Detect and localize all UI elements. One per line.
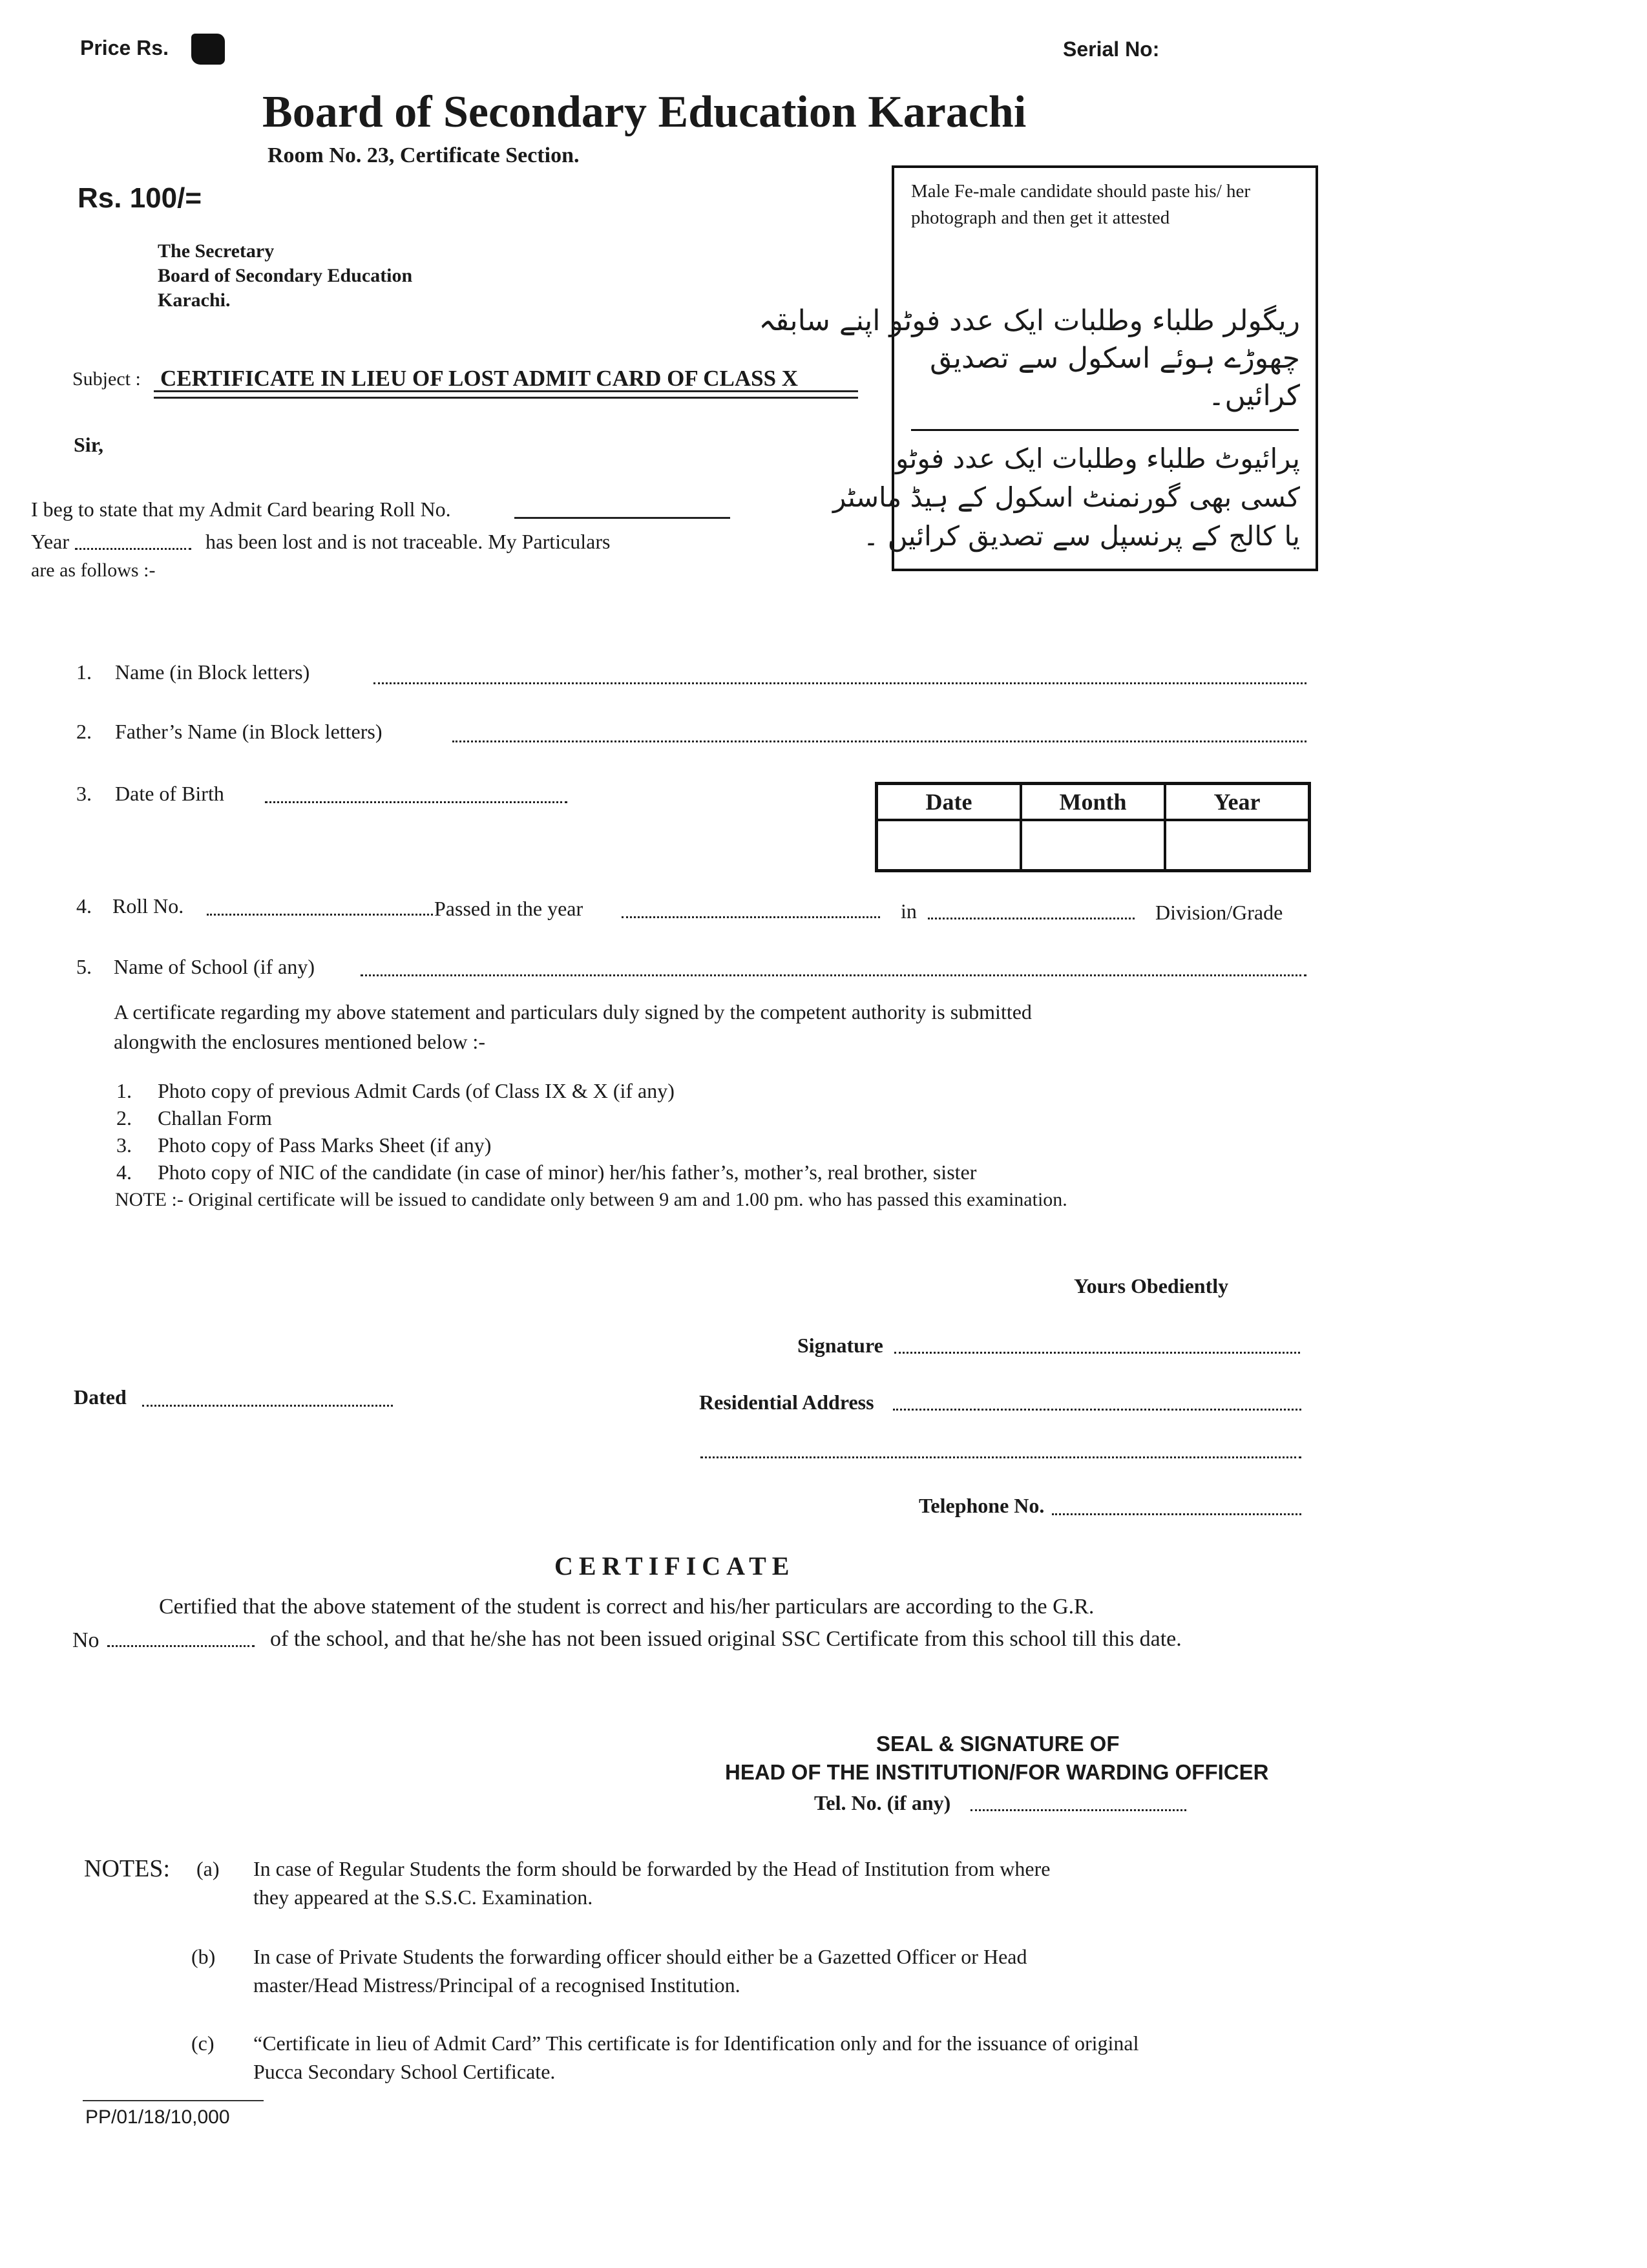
roll-no-label: Roll No. [112, 894, 184, 918]
notes-label: NOTES: [84, 1855, 170, 1882]
enclosure-3-text: Photo copy of Pass Marks Sheet (if any) [158, 1133, 492, 1157]
roll-no-field[interactable] [514, 517, 730, 519]
dated-field[interactable] [142, 1405, 393, 1407]
enclosure-3-number: 3. [116, 1133, 132, 1157]
urdu-regular-note [759, 302, 1300, 415]
note-c-line-2: Pucca Secondary School Certificate. [253, 2060, 556, 2083]
urdu-private-note [832, 439, 1300, 556]
father-name-label: Father’s Name (in Block letters) [115, 720, 383, 743]
name-label: Name (in Block letters) [115, 660, 310, 684]
dob-date-header: Date [877, 784, 1022, 821]
price-redaction-mark [191, 34, 225, 65]
residential-address-label: Residential Address [699, 1391, 874, 1414]
subject-underline-1 [154, 390, 858, 392]
seal-tel-field[interactable] [970, 1809, 1186, 1811]
urdu-private-line-2: کسی بھی گورنمنٹ اسکول کے ہیڈ ماسٹر [832, 481, 1300, 513]
certificate-line-2: of the school, and that he/she has not been issued original SSC Certificate from this school till this date. [270, 1627, 1182, 1651]
telephone-field[interactable] [1052, 1513, 1301, 1515]
urdu-private-line-1: پرائیوٹ طلباء وطلبات ایک عدد فوٹو [896, 443, 1300, 474]
address-line-2: Board of Secondary Education [158, 265, 413, 286]
year-field[interactable] [75, 548, 191, 550]
school-name-field[interactable] [361, 974, 1306, 976]
intro-line-2: has been lost and is not traceable. My Particulars [205, 530, 611, 553]
note-a-mark: (a) [196, 1857, 220, 1880]
enclosure-1-number: 1. [116, 1079, 132, 1102]
father-name-field[interactable] [452, 740, 1306, 742]
page-title: Board of Secondary Education Karachi [262, 87, 1027, 137]
dob-label: Date of Birth [115, 782, 224, 805]
signature-label: Signature [797, 1334, 883, 1357]
dob-month-header: Month [1021, 784, 1165, 821]
note-c-line-1: “Certificate in lieu of Admit Card” This certificate is for Identification only and for the issuance of original [253, 2032, 1139, 2055]
field-2-number: 2. [76, 720, 92, 743]
enclosure-1-text: Photo copy of previous Admit Cards (of Class IX & X (if any) [158, 1079, 675, 1102]
footer-rule [83, 2100, 264, 2101]
certificate-no-label: No [72, 1628, 100, 1652]
name-field[interactable] [373, 682, 1306, 684]
field-4-number: 4. [76, 894, 92, 918]
certificate-gr-no-field[interactable] [107, 1645, 255, 1647]
in-label: in [901, 899, 917, 923]
intro-line-3: are as follows :- [31, 560, 156, 581]
intro-year-label: Year [31, 530, 69, 553]
serial-label: Serial No: [1063, 37, 1160, 61]
collection-note: NOTE :- Original certificate will be issued to candidate only between 9 am and 1.00 pm. who has passed this examination. [115, 1189, 1067, 1210]
seal-line-1: SEAL & SIGNATURE OF [876, 1732, 1120, 1756]
field-1-number: 1. [76, 660, 92, 684]
footer-code: PP/01/18/10,000 [85, 2106, 230, 2128]
telephone-label: Telephone No. [919, 1494, 1045, 1517]
enclosure-2-text: Challan Form [158, 1106, 272, 1129]
certificate-line-1: Certified that the above statement of the student is correct and his/her particulars are according to the G.R. [159, 1595, 1095, 1619]
dated-label: Dated [74, 1385, 127, 1409]
dob-table [875, 782, 1311, 872]
signature-field[interactable] [894, 1352, 1300, 1354]
dob-year-cell[interactable] [1165, 820, 1310, 871]
school-name-label: Name of School (if any) [114, 955, 315, 978]
roll-no-line[interactable] [207, 914, 433, 916]
passed-year-field[interactable] [622, 916, 880, 918]
note-b-line-1: In case of Private Students the forwarding officer should either be a Gazetted Officer or Head [253, 1945, 1027, 1968]
dob-date-cell[interactable] [877, 820, 1022, 871]
yours-obediently: Yours Obediently [1074, 1274, 1229, 1297]
certificate-heading: CERTIFICATE [554, 1551, 795, 1580]
field-3-number: 3. [76, 782, 92, 805]
subject-text: CERTIFICATE IN LIEU OF LOST ADMIT CARD OF CLASS X [160, 366, 799, 391]
dob-year-header: Year [1165, 784, 1310, 821]
price-label: Price Rs. [80, 36, 169, 59]
fee-stamp: Rs. 100/= [78, 182, 202, 214]
division-label: Division/Grade [1155, 901, 1283, 924]
address-field-line-1[interactable] [893, 1409, 1301, 1411]
subject-label: Subject : [72, 368, 141, 390]
field-5-number: 5. [76, 955, 92, 978]
address-line-1: The Secretary [158, 240, 275, 262]
address-field-line-2[interactable] [700, 1456, 1301, 1458]
address-line-3: Karachi. [158, 289, 231, 311]
dob-field[interactable] [265, 801, 567, 803]
photo-box-divider [911, 429, 1299, 431]
division-field[interactable] [928, 918, 1135, 919]
note-a-line-2: they appeared at the S.S.C. Examination. [253, 1885, 593, 1909]
dob-month-cell[interactable] [1021, 820, 1165, 871]
photo-box [759, 165, 1318, 571]
enclosure-2-number: 2. [116, 1106, 132, 1129]
seal-tel-label: Tel. No. (if any) [814, 1791, 951, 1814]
intro-line-1: I beg to state that my Admit Card bearing Roll No. [31, 498, 451, 521]
statement-line-1: A certificate regarding my above statement and particulars duly signed by the competent authority is submitted [114, 1000, 1032, 1024]
enclosure-4-number: 4. [116, 1160, 132, 1184]
urdu-private-line-3: یا کالج کے پرنسپل سے تصدیق کرائیں ۔ [863, 520, 1300, 552]
seal-line-2: HEAD OF THE INSTITUTION/FOR WARDING OFFICER [725, 1760, 1269, 1784]
subject-underline-2 [154, 397, 858, 399]
salutation: Sir, [74, 433, 103, 456]
note-a-line-1: In case of Regular Students the form should be forwarded by the Head of Institution from where [253, 1857, 1051, 1880]
passed-year-label: Passed in the year [434, 897, 583, 920]
note-b-mark: (b) [191, 1945, 216, 1968]
urdu-regular-line-1: ریگولر طلباء وطلبات ایک عدد فوٹو اپنے سابقہ [759, 304, 1300, 337]
note-b-line-2: master/Head Mistress/Principal of a recognised Institution. [253, 1973, 740, 1997]
note-c-mark: (c) [191, 2032, 215, 2055]
urdu-regular-line-2: چھوڑے ہوئے اسکول سے تصدیق [930, 342, 1300, 375]
page-subtitle: Room No. 23, Certificate Section. [268, 143, 580, 167]
statement-line-2: alongwith the enclosures mentioned below :- [114, 1030, 485, 1053]
photo-instruction: Male Fe-male candidate should paste his/ her photograph and then get it attested [911, 181, 1251, 228]
enclosure-4-text: Photo copy of NIC of the candidate (in case of minor) her/his father’s, mother’s, real brother, sister [158, 1160, 977, 1184]
urdu-regular-line-3: کرائیں۔ [1208, 379, 1300, 412]
